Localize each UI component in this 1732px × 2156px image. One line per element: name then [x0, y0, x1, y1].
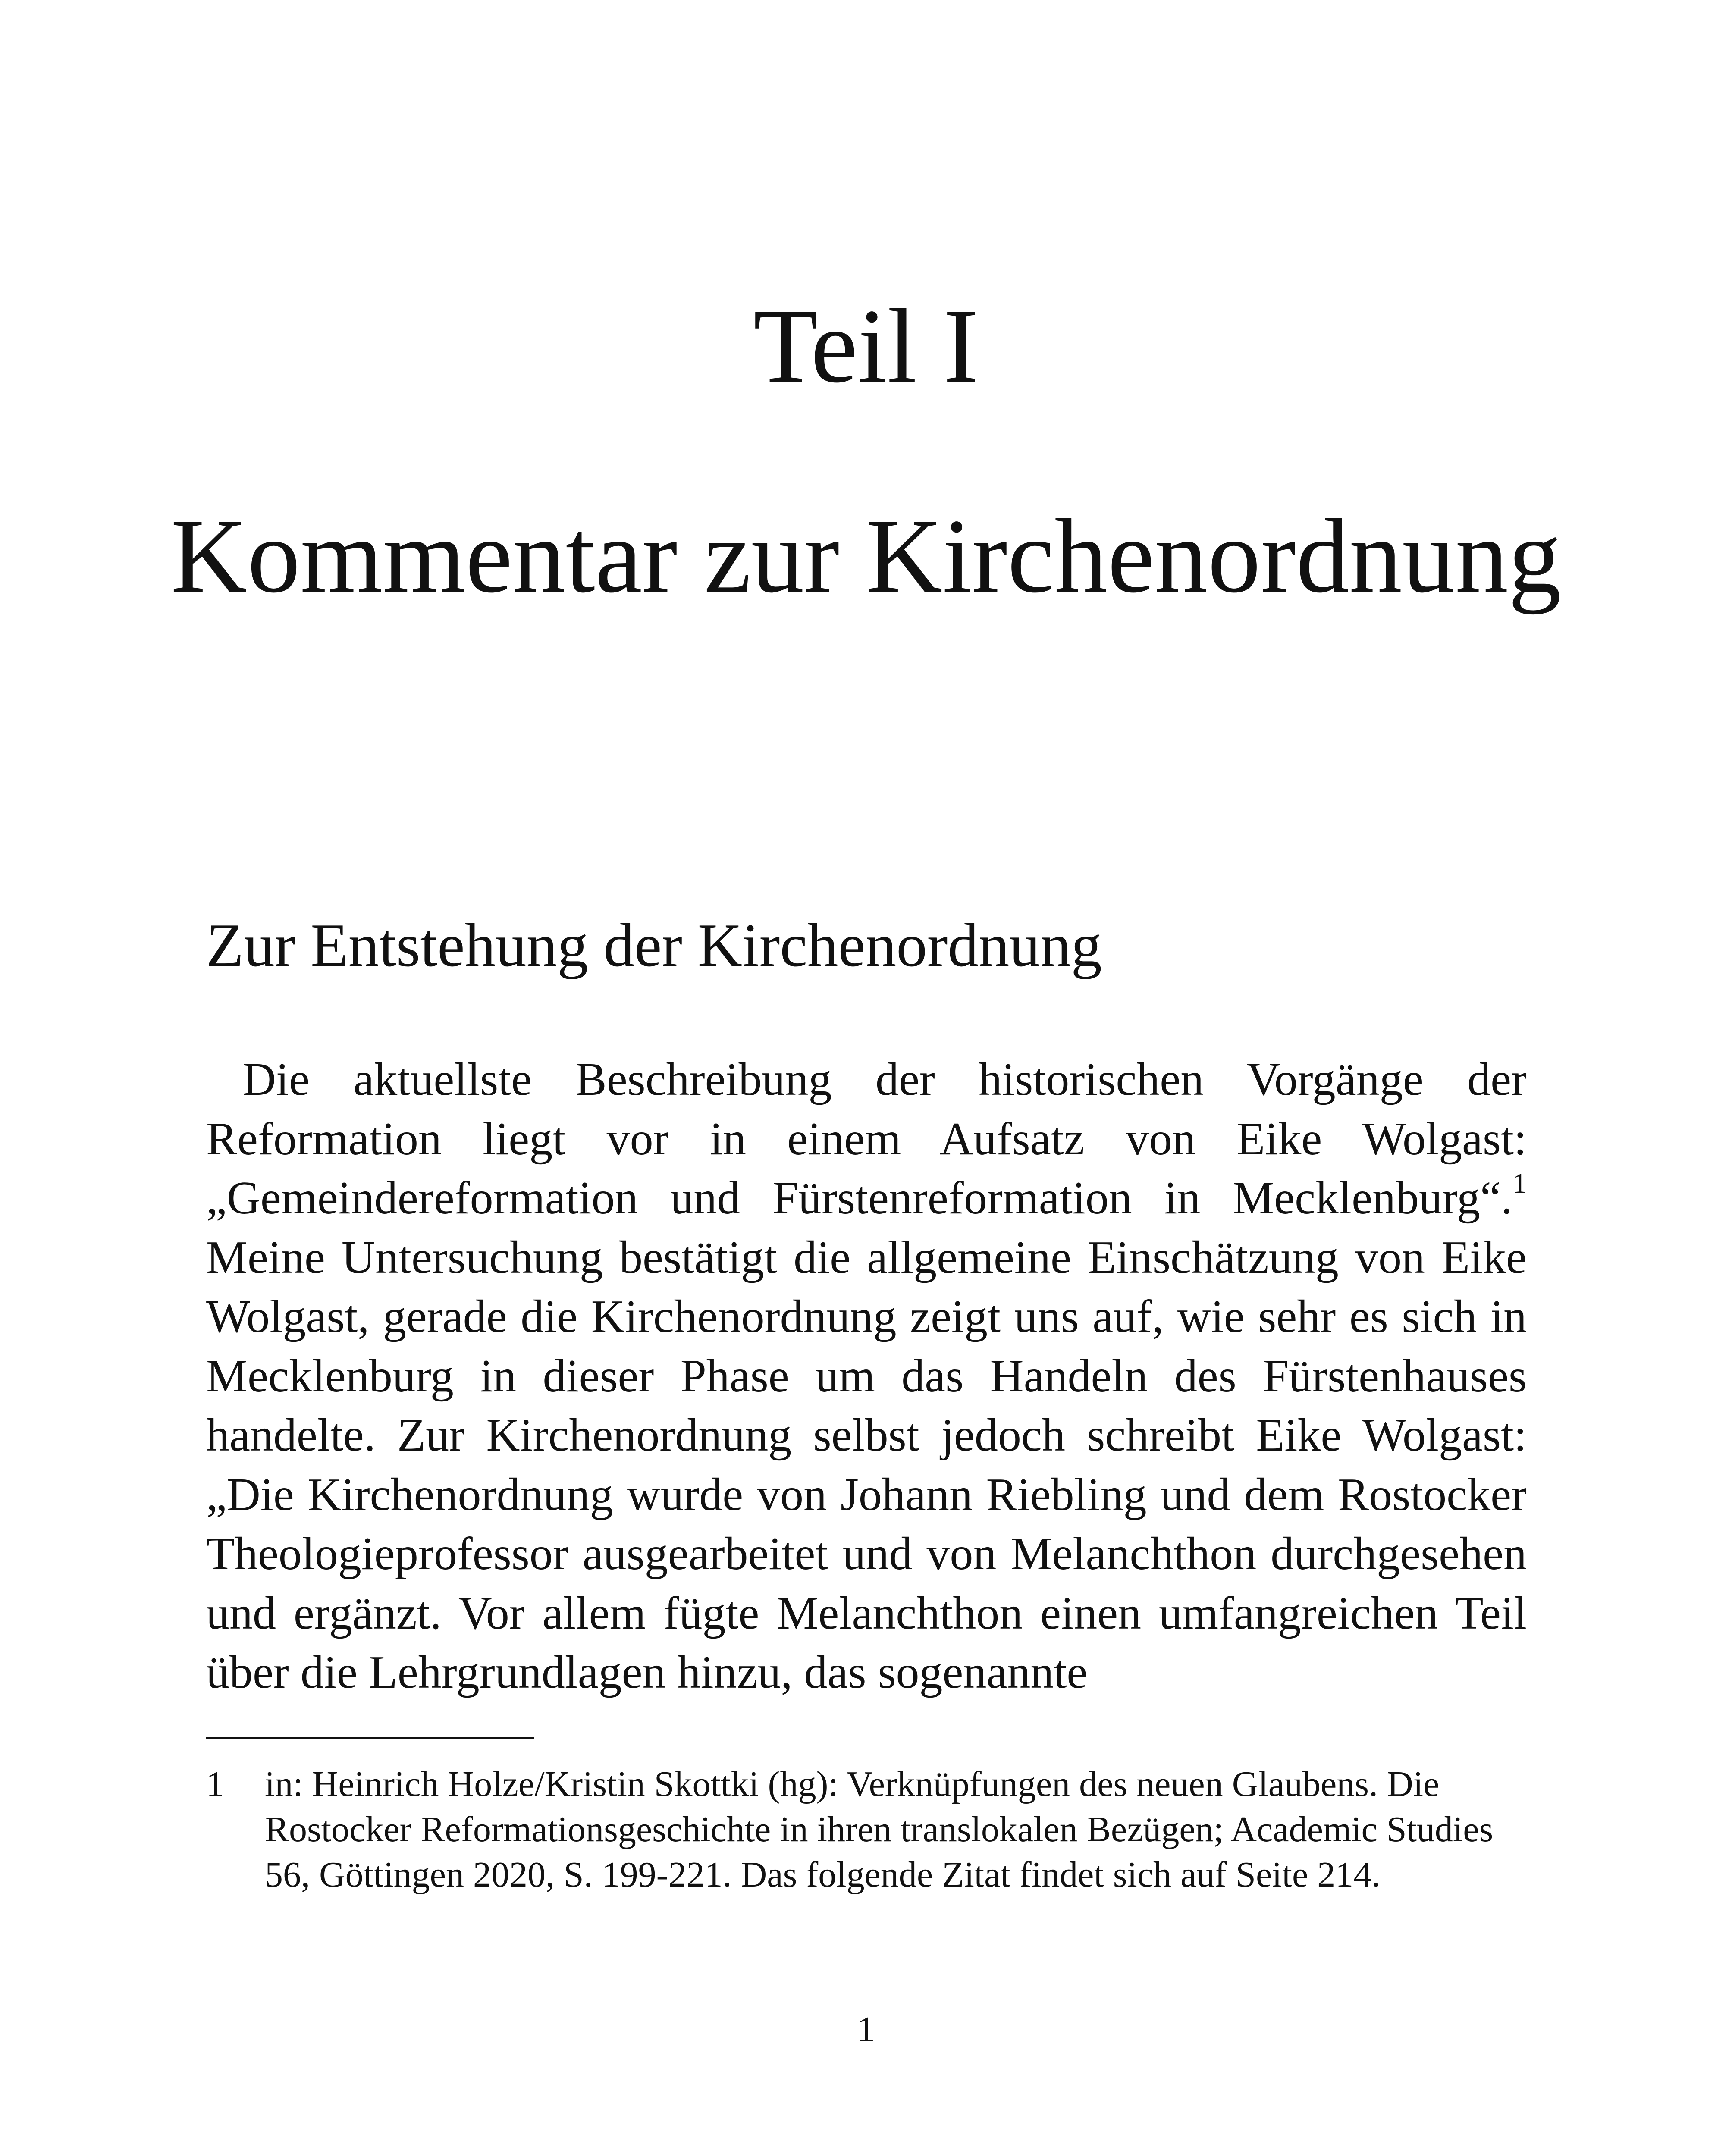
footnote-number: 1: [206, 1764, 224, 1804]
paragraph-text-after-note: Meine Untersuchung bestätigt die allgemeine Einschätzung von Eike Wolgast, gerade die Kirchenordnung zeigt uns auf, wie sehr es sich in Mecklenburg in dieser Phase um das Handeln des Fürstenhauses handelte. Zur Kirchenordnung selbst jedoch schreibt Eike Wolgast: „Die Kirchenordnung wurde von Johann Riebling und dem Rostocker Theologieprofessor ausgearbeitet und von Melanchthon durchgesehen und ergänzt. Vor allem fügte Melanchthon einen umfangreichen Teil über die Lehrgrundlagen hinzu, das sogenannte: [206, 1232, 1527, 1698]
footnote-separator: [206, 1737, 534, 1739]
page-number: 1: [857, 2009, 875, 2049]
main-title: Kommentar zur Kirchenordnung: [170, 498, 1562, 615]
footnote-text: in: Heinrich Holze/Kristin Skottki (hg): Verknüpfungen des neuen Glaubens. Die Rostocker Reformationsgeschichte in ihren translokalen Bezügen; Academic Studies 56, Göttingen 2020, S. 199-221. Das folgende Zitat findet sich auf Seite 214.: [265, 1764, 1494, 1895]
paragraph-text-before-note: Die aktuellste Beschreibung der historischen Vorgänge der Reformation liegt vor in einem Aufsatz von Eike Wolgast: „Gemeindereformation und Fürstenreformation in Mecklenburg“.: [206, 1054, 1527, 1224]
footnote-marker: 1: [1512, 1168, 1527, 1199]
part-title: Teil I: [753, 288, 979, 405]
body-paragraph: [206, 1050, 1527, 1702]
section-heading: Zur Entstehung der Kirchenordnung: [206, 911, 1102, 979]
